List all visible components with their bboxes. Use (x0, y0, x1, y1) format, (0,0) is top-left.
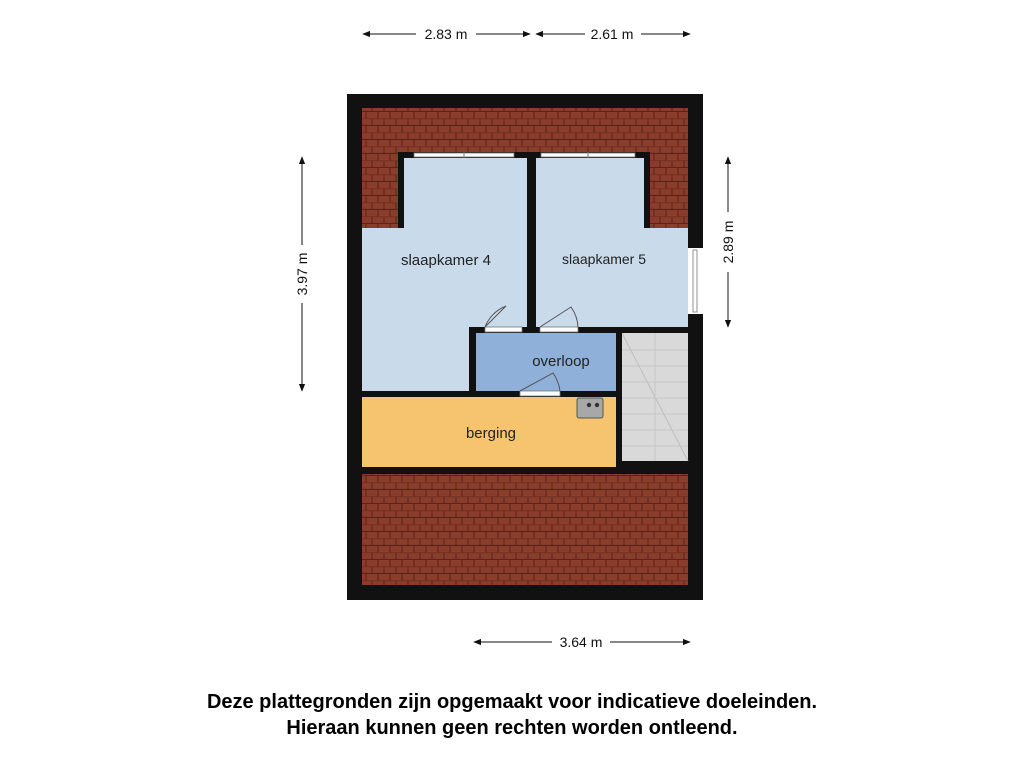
disclaimer-line-2: Hieraan kunnen geen rechten worden ontleend. (286, 717, 738, 739)
boiler-icon (577, 398, 603, 418)
dimension-top-left (363, 26, 530, 42)
dimension-label-left: 3.97 m (294, 252, 310, 296)
dimension-bottom (474, 634, 690, 650)
room-label-bedroom-4: slaapkamer 4 (400, 252, 492, 269)
dimension-top-right (536, 26, 690, 42)
dimension-right (720, 157, 736, 327)
stairs (622, 333, 688, 461)
disclaimer (0, 689, 1024, 741)
dimension-label-top-right: 2.61 m (590, 26, 634, 42)
dimension-label-top-left: 2.83 m (424, 26, 468, 42)
dimension-label-bottom: 3.64 m (559, 634, 603, 650)
dimension-left (294, 157, 310, 391)
room-label-landing: overloop (532, 353, 590, 370)
room-label-bedroom-5: slaapkamer 5 (561, 251, 647, 267)
disclaimer-line-1: Deze plattegronden zijn opgemaakt voor indicatieve doeleinden. (206, 691, 818, 713)
roof-bottom (362, 474, 688, 585)
dimension-label-right: 2.89 m (720, 220, 736, 264)
room-label-storage: berging (465, 425, 517, 442)
